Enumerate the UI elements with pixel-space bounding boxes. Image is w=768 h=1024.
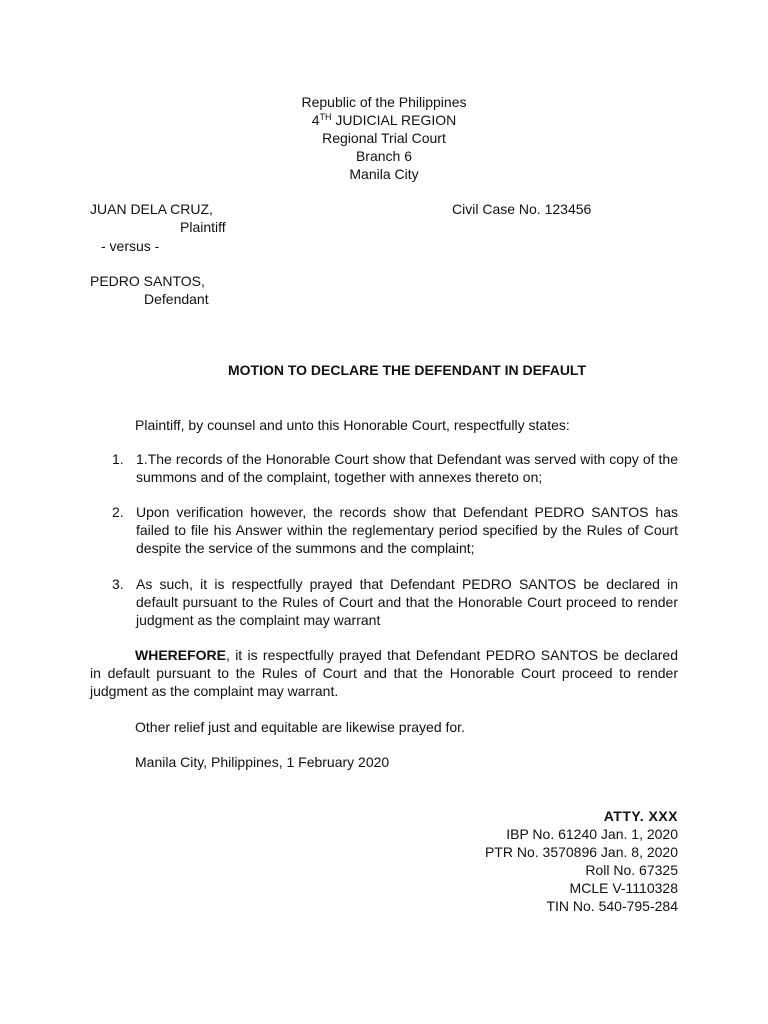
list-item	[112, 503, 678, 557]
case-number: Civil Case No. 123456	[452, 201, 592, 217]
wherefore-keyword: WHEREFORE	[135, 647, 226, 663]
mcle-number: MCLE V-1110328	[569, 880, 678, 896]
court-header	[0, 93, 768, 183]
header-republic: Republic of the Philippines	[301, 94, 467, 110]
defendant-role: Defendant	[144, 291, 209, 307]
list-item-text: Upon verification however, the records show that Defendant PEDRO SANTOS has failed to file his Answer within the reglementary period specified by the Rules of Court despite the service of the summons and the complaint;	[136, 504, 678, 556]
header-court: Regional Trial Court	[322, 130, 446, 146]
defendant-name: PEDRO SANTOS,	[90, 273, 205, 289]
list-item	[112, 450, 678, 486]
ibp-number: IBP No. 61240 Jan. 1, 2020	[506, 826, 678, 842]
roll-number: Roll No. 67325	[585, 862, 678, 878]
list-item-text: 1.The records of the Honorable Court show that Defendant was served with copy of the summons and of the complaint, together with annexes thereto on;	[136, 451, 678, 485]
header-region-label: JUDICIAL REGION	[331, 112, 457, 128]
list-item	[112, 575, 678, 629]
list-item-number: 1.	[112, 451, 124, 467]
header-city: Manila City	[349, 166, 419, 182]
attorney-name: ATTY. XXX	[603, 808, 678, 824]
intro-paragraph: Plaintiff, by counsel and unto this Honorable Court, respectfully states:	[135, 417, 570, 433]
list-item-number: 2.	[112, 504, 124, 520]
list-item-number: 3.	[112, 576, 124, 592]
list-item-text: As such, it is respectfully prayed that Defendant PEDRO SANTOS be declared in default pursuant to the Rules of Court and that the Honorable Court proceed to render judgment as the complaint may warrant	[136, 576, 678, 628]
signature-block	[485, 807, 678, 915]
ptr-number: PTR No. 3570896 Jan. 8, 2020	[484, 844, 678, 860]
tin-number: TIN No. 540-795-284	[546, 898, 678, 914]
versus-label: - versus -	[101, 238, 160, 254]
place-and-date: Manila City, Philippines, 1 February 2020	[135, 754, 390, 770]
header-region-suffix: TH	[319, 112, 332, 122]
plaintiff-role: Plaintiff	[180, 219, 226, 235]
header-region-number: 4	[311, 112, 320, 128]
header-branch: Branch 6	[355, 148, 413, 164]
wherefore-text: , it is respectfully prayed that Defendant PEDRO SANTOS be declared in default pursuant to the Rules of Court and that the Honorable Court proceed to render judgment as the complaint may warrant.	[90, 647, 678, 699]
other-relief: Other relief just and equitable are likewise prayed for.	[135, 719, 465, 735]
motion-title: MOTION TO DECLARE THE DEFENDANT IN DEFAULT	[227, 362, 587, 378]
wherefore-paragraph	[90, 646, 678, 700]
header-judicial-region	[0, 111, 768, 129]
plaintiff-name: JUAN DELA CRUZ,	[90, 201, 213, 217]
